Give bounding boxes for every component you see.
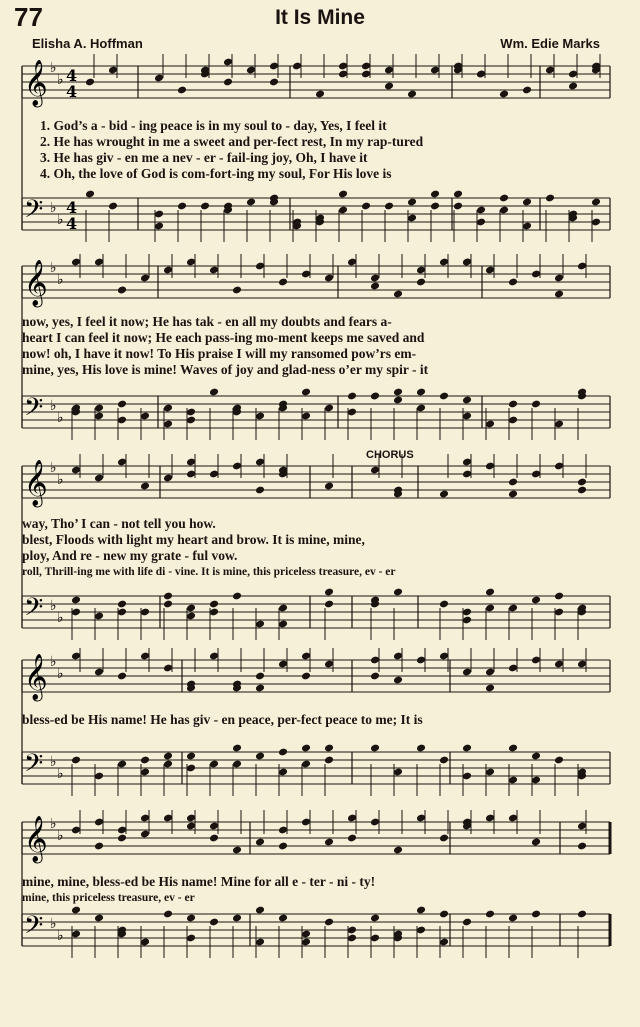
note-head [140, 756, 150, 765]
bass-clef-icon: 𝄢 [24, 911, 44, 946]
flat-icon: ♭ [57, 928, 64, 944]
note-head [485, 910, 495, 919]
note-head [177, 202, 187, 211]
note-head [186, 914, 196, 923]
lyrics-system-3 [0, 516, 640, 580]
note-head [439, 756, 449, 765]
time-signature-top: 4 [66, 198, 78, 217]
note-head [439, 392, 449, 401]
note-head [531, 400, 541, 409]
note-head [117, 400, 127, 409]
note-head [545, 194, 555, 203]
note-head [117, 834, 127, 843]
flat-icon: ♭ [50, 200, 57, 216]
flat-icon: ♭ [50, 60, 57, 76]
note-head [85, 78, 95, 87]
note-head [370, 744, 380, 753]
lyric-line: blest, Floods with light my heart and brow. It is mine, mine, [22, 532, 365, 547]
lyric-line: 1. God’s a - bid - ing peace is in my soul to - day, Yes, I feel it [40, 118, 387, 133]
lyrics-system-2 [0, 314, 640, 378]
note-head [186, 752, 196, 761]
note-head [416, 744, 426, 753]
note-head [462, 744, 472, 753]
note-head [554, 756, 564, 765]
flat-icon: ♭ [57, 766, 64, 782]
note-head [370, 914, 380, 923]
note-head [278, 914, 288, 923]
lyric-line: 4. Oh, the love of God is com-fort-ing my soul, For His love is [40, 166, 392, 181]
note-head [554, 592, 564, 601]
flat-icon: ♭ [50, 398, 57, 414]
note-head [324, 600, 334, 609]
note-head [347, 392, 357, 401]
note-head [324, 918, 334, 927]
note-head [462, 918, 472, 927]
note-head [163, 910, 173, 919]
flat-icon: ♭ [50, 754, 57, 770]
note-head [255, 486, 265, 495]
note-head [177, 86, 187, 95]
lyric-line: roll, Thrill-ing me with life di - vine. It is mine, this priceless treasure, ev - er [22, 566, 396, 578]
time-signature-bottom: 4 [66, 82, 78, 101]
hymn-title: It Is Mine [275, 6, 365, 29]
note-head [255, 906, 265, 915]
note-head [140, 482, 150, 491]
note-head [324, 744, 334, 753]
flat-icon: ♭ [57, 212, 64, 228]
note-head [430, 190, 440, 199]
flat-icon: ♭ [57, 666, 64, 682]
flat-icon: ♭ [50, 916, 57, 932]
note-head [117, 600, 127, 609]
note-head [531, 838, 541, 847]
note-head [508, 478, 518, 487]
note-head [163, 600, 173, 609]
flat-icon: ♭ [50, 816, 57, 832]
note-head [278, 278, 288, 287]
note-head [269, 78, 279, 87]
note-head [531, 596, 541, 605]
note-head [577, 842, 587, 851]
music-credit: Wm. Edie Marks [500, 36, 600, 51]
note-head [393, 290, 403, 299]
note-head [108, 202, 118, 211]
note-head [577, 910, 587, 919]
note-head [384, 202, 394, 211]
note-head [209, 834, 219, 843]
time-signature-bottom: 4 [66, 214, 78, 233]
note-head [117, 672, 127, 681]
note-head [416, 278, 426, 287]
note-head [499, 194, 509, 203]
note-head [163, 592, 173, 601]
flat-icon: ♭ [57, 410, 64, 426]
note-head [324, 482, 334, 491]
bass-clef-icon: 𝄢 [24, 393, 44, 428]
flat-icon: ♭ [50, 260, 57, 276]
note-head [301, 744, 311, 753]
note-head [71, 756, 81, 765]
lyrics-system-4 [0, 712, 640, 728]
treble-clef-icon: 𝄞 [24, 460, 48, 506]
words-credit: Elisha A. Hoffman [32, 36, 143, 51]
lyric-line: mine, yes, His love is mine! Waves of joy and glad-ness o’er my spir - it [22, 362, 429, 377]
flat-icon: ♭ [50, 654, 57, 670]
note-head [163, 752, 173, 761]
lyric-line: mine, this priceless treasure, ev - er [22, 892, 195, 904]
note-head [232, 744, 242, 753]
note-head [439, 834, 449, 843]
note-head [393, 396, 403, 405]
note-head [508, 278, 518, 287]
note-head [416, 906, 426, 915]
note-head [370, 282, 380, 291]
note-head [485, 684, 495, 693]
note-head [508, 744, 518, 753]
note-head [393, 588, 403, 597]
note-head [577, 478, 587, 487]
note-head [393, 846, 403, 855]
note-head [223, 78, 233, 87]
note-head [94, 842, 104, 851]
note-head [462, 396, 472, 405]
note-head [347, 834, 357, 843]
note-head [324, 756, 334, 765]
note-head [407, 198, 417, 207]
note-head [485, 588, 495, 597]
note-head [209, 600, 219, 609]
flat-icon: ♭ [57, 272, 64, 288]
note-head [324, 588, 334, 597]
lyric-line: heart I can feel it now; He each pass-ing mo-ment keeps me saved and [22, 330, 425, 345]
note-head [508, 400, 518, 409]
note-head [255, 752, 265, 761]
note-head [499, 90, 509, 99]
flat-icon: ♭ [57, 72, 64, 88]
lyric-line: 2. He has wrought in me a sweet and per-fect rest, In my rap-tured [40, 134, 424, 149]
lyrics-system-5 [0, 874, 640, 906]
bass-clef-icon: 𝄢 [24, 749, 44, 784]
note-head [94, 914, 104, 923]
note-head [315, 90, 325, 99]
note-head [338, 190, 348, 199]
treble-clef-icon: 𝄞 [24, 60, 48, 106]
music-system-4 [0, 652, 640, 812]
note-head [554, 290, 564, 299]
note-head [416, 388, 426, 397]
treble-clef-icon: 𝄞 [24, 816, 48, 862]
note-head [522, 86, 532, 95]
note-head [531, 910, 541, 919]
note-head [278, 842, 288, 851]
treble-clef-icon: 𝄞 [24, 654, 48, 700]
note-head [361, 202, 371, 211]
music-system-5 [0, 814, 640, 1014]
note-head [85, 190, 95, 199]
note-head [393, 388, 403, 397]
note-head [531, 752, 541, 761]
bass-clef-icon: 𝄢 [24, 195, 44, 230]
lyrics-system-1 [0, 118, 640, 182]
lyric-line: now, yes, I feel it now; He has tak - en all my doubts and fears a- [22, 314, 392, 329]
note-head [370, 672, 380, 681]
note-head [453, 190, 463, 199]
chorus-label: CHORUS [366, 449, 414, 461]
note-head [232, 592, 242, 601]
treble-clef-icon: 𝄞 [24, 260, 48, 306]
note-head [568, 82, 578, 91]
note-head [278, 748, 288, 757]
note-head [209, 918, 219, 927]
note-head [71, 596, 81, 605]
bass-clef-icon: 𝄢 [24, 593, 44, 628]
note-head [255, 838, 265, 847]
lyric-line: bless-ed be His name! He has giv - en peace, per-fect peace to me; It is [22, 712, 423, 727]
note-head [232, 286, 242, 295]
flat-icon: ♭ [50, 598, 57, 614]
note-head [301, 672, 311, 681]
note-head [117, 286, 127, 295]
note-head [384, 82, 394, 91]
flat-icon: ♭ [57, 610, 64, 626]
flat-icon: ♭ [57, 828, 64, 844]
note-head [577, 486, 587, 495]
note-head [255, 684, 265, 693]
note-head [232, 846, 242, 855]
note-head [71, 906, 81, 915]
note-head [439, 910, 449, 919]
note-head [393, 676, 403, 685]
lyric-line: now! oh, I have it now! To His praise I will my ransomed pow’rs em- [22, 346, 417, 361]
flat-icon: ♭ [57, 472, 64, 488]
lyric-line: mine, mine, bless-ed be His name! Mine for all e - ter - ni - ty! [22, 874, 376, 889]
lyric-line: way, Tho’ I can - not tell you how. [22, 516, 216, 531]
note-head [301, 388, 311, 397]
flat-icon: ♭ [50, 460, 57, 476]
note-head [209, 388, 219, 397]
note-head [591, 198, 601, 207]
note-head [453, 202, 463, 211]
note-head [508, 490, 518, 499]
note-head [407, 90, 417, 99]
hymn-number: 77 [14, 2, 43, 32]
lyric-line: 3. He has giv - en me a nev - er - fail-ing joy, Oh, I have it [40, 150, 368, 165]
note-head [324, 838, 334, 847]
note-head [508, 914, 518, 923]
note-head [232, 914, 242, 923]
note-head [200, 202, 210, 211]
lyric-line: ploy, And re - new my grate - ful vow. [22, 548, 238, 563]
note-head [255, 672, 265, 681]
note-head [522, 198, 532, 207]
note-head [430, 202, 440, 211]
time-signature-top: 4 [66, 66, 78, 85]
note-head [370, 392, 380, 401]
note-head [439, 600, 449, 609]
note-head [439, 490, 449, 499]
note-head [246, 198, 256, 207]
